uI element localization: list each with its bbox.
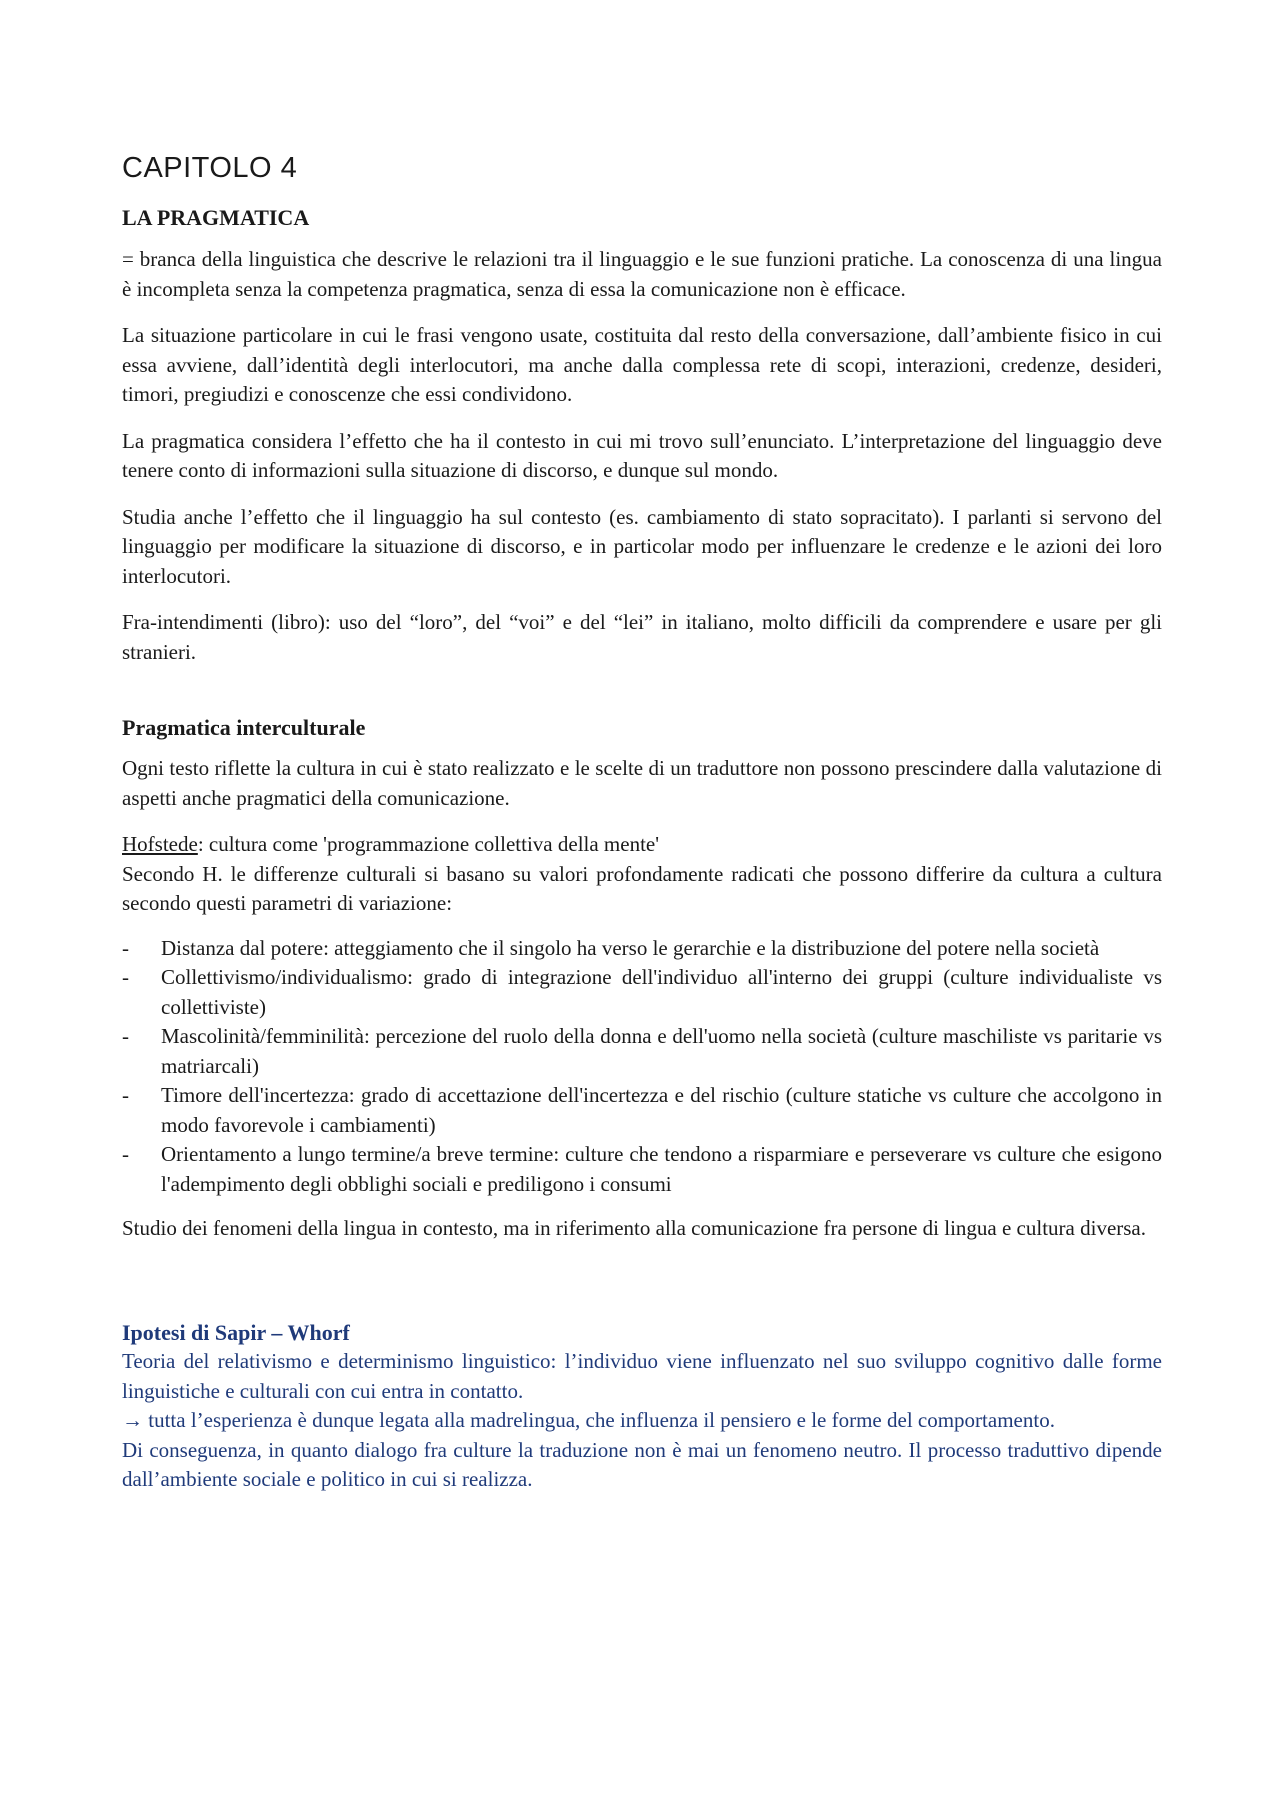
- hofstede-definition: [122, 830, 1162, 860]
- list-item-text: Mascolinità/femminilità: percezione del ruolo della donna e dell'uomo nella società (culture maschiliste vs paritarie vs matriarcali): [161, 1024, 1162, 1078]
- intro-paragraph-2: La situazione particolare in cui le frasi vengono usate, costituita dal resto della conversazione, dall’ambiente fisico in cui essa avviene, dall’identità degli interlocutori, ma anche dalla complessa rete di scopi, interazioni, credenze, desideri, timori, pregiudizi e conoscenze che essi condividono.: [122, 323, 1162, 406]
- list-item: [122, 963, 1162, 1022]
- intercultural-title: Pragmatica interculturale: [122, 715, 366, 740]
- hofstede-paragraph: Secondo H. le differenze culturali si basano su valori profondamente radicati che possono differire da cultura a cultura secondo questi parametri di variazione:: [122, 861, 1162, 915]
- document-page: [122, 152, 1162, 1495]
- hofstede-definition-text: : cultura come 'programmazione collettiva della mente': [197, 832, 660, 856]
- arrow-icon: →: [122, 1408, 143, 1432]
- hofstede-name: Hofstede: [122, 832, 198, 856]
- dash-bullet: -: [122, 1083, 129, 1107]
- section-title: LA PRAGMATICA: [122, 205, 310, 230]
- sapir-whorf-line-2-text: tutta l’esperienza è dunque legata alla madrelingua, che influenza il pensiero e le forme del comportamento.: [143, 1408, 1055, 1432]
- sapir-whorf-line-2: [122, 1406, 1162, 1436]
- list-item-text: Collettivismo/individualismo: grado di integrazione dell'individuo all'interno dei gruppi (culture individualiste vs collettiviste): [161, 965, 1162, 1019]
- intercultural-closing: Studio dei fenomeni della lingua in contesto, ma in riferimento alla comunicazione fra persone di lingua e cultura diversa.: [122, 1216, 1146, 1240]
- intro-paragraph-4: Studia anche l’effetto che il linguaggio ha sul contesto (es. cambiamento di stato sopracitato). I parlanti si servono del linguaggio per modificare la situazione di discorso, e in particolar modo per influenzare le credenze e le azioni dei loro interlocutori.: [122, 504, 1162, 588]
- dash-bullet: -: [122, 1142, 129, 1166]
- intercultural-paragraph: Ogni testo riflette la cultura in cui è stato realizzato e le scelte di un traduttore non possono prescindere dalla valutazione di aspetti anche pragmatici della comunicazione.: [122, 756, 1162, 810]
- dash-bullet: -: [122, 1024, 129, 1048]
- list-item-text: Timore dell'incertezza: grado di accettazione dell'incertezza e del rischio (culture statiche vs culture che accolgono in modo favorevole i cambiamenti): [161, 1083, 1162, 1137]
- intro-paragraph-5: Fra-intendimenti (libro): uso del “loro”, del “voi” e del “lei” in italiano, molto difficili da comprendere e usare per gli stranieri.: [122, 610, 1162, 664]
- list-item: [122, 1022, 1162, 1081]
- sapir-whorf-section: [122, 1318, 1162, 1495]
- section-spacer: [122, 1261, 1162, 1318]
- list-item-text: Orientamento a lungo termine/a breve termine: culture che tendono a risparmiare e perseverare vs culture che esigono l'adempimento degli obblighi sociali e prediligono i consumi: [161, 1142, 1162, 1196]
- list-item-text: Distanza dal potere: atteggiamento che il singolo ha verso le gerarchie e la distribuzione del potere nella società: [161, 935, 1100, 960]
- sapir-whorf-line-3: Di conseguenza, in quanto dialogo fra culture la traduzione non è mai un fenomeno neutro. Il processo traduttivo dipende dall’ambiente sociale e politico in cui si realizza.: [122, 1437, 1162, 1491]
- sapir-whorf-title: Ipotesi di Sapir – Whorf: [122, 1319, 350, 1345]
- list-item: [122, 1081, 1162, 1140]
- list-item: [122, 1140, 1162, 1199]
- dash-bullet: -: [122, 965, 129, 989]
- chapter-title: CAPITOLO 4: [122, 152, 298, 184]
- section-spacer: [122, 684, 1162, 715]
- dash-bullet: -: [122, 935, 129, 960]
- intro-paragraph-1: = branca della linguistica che descrive le relazioni tra il linguaggio e le sue funzioni pratiche. La conoscenza di una lingua è incompleta senza la competenza pragmatica, senza di essa la comunicazione non è efficace.: [122, 247, 1162, 301]
- list-item: [122, 934, 1162, 964]
- intro-paragraph-3: La pragmatica considera l’effetto che ha il contesto in cui mi trovo sull’enunciato. L’interpretazione del linguaggio deve tenere conto di informazioni sulla situazione di discorso, e dunque sul mondo.: [122, 428, 1162, 482]
- sapir-whorf-line-1: Teoria del relativismo e determinismo linguistico: l’individuo viene influenzato nel suo sviluppo cognitivo dalle forme linguistiche e culturali con cui entra in contatto.: [122, 1349, 1162, 1403]
- hofstede-parameters-list: [122, 934, 1162, 1200]
